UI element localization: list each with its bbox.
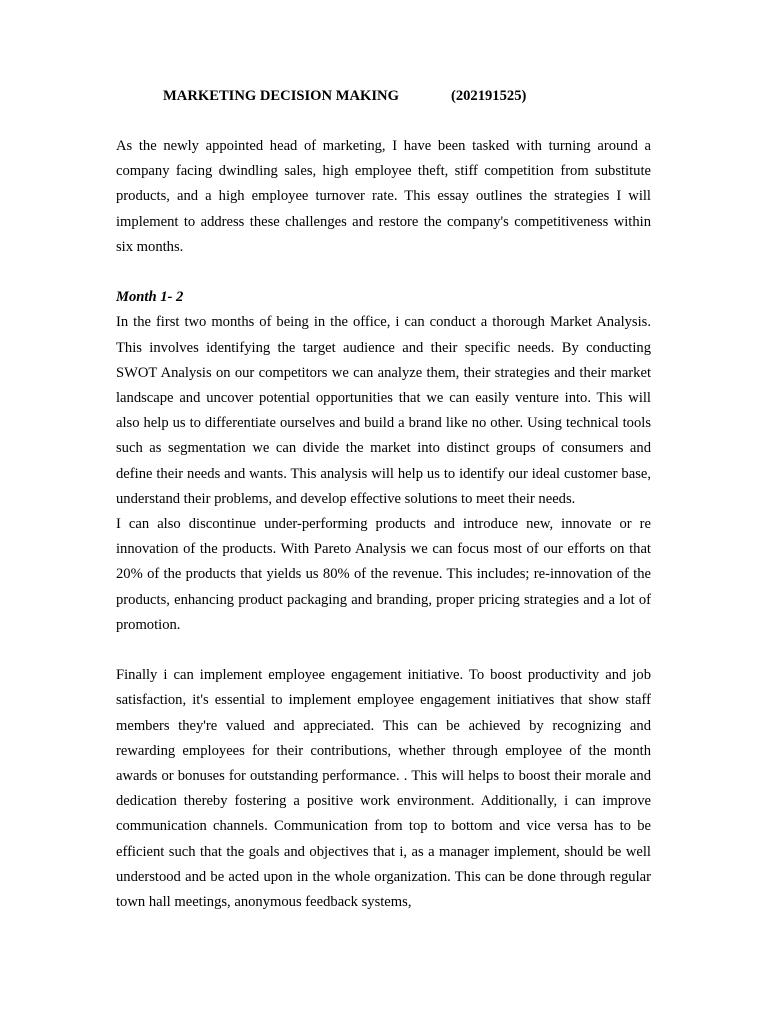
body-paragraph-2: I can also discontinue under-performing products and introduce new, innovate or re innovation of the products. With Pareto Analysis we can focus most of our efforts on that 20% of the products that yields us 80% of the revenue. This includes; re-innovation of the products, enhancing product packaging and branding, proper pricing strategies and a lot of promotion. bbox=[116, 516, 651, 633]
paragraph-gap bbox=[116, 260, 651, 285]
section-heading: Month 1- 2 bbox=[116, 289, 184, 306]
document-title: MARKETING DECISION MAKING bbox=[163, 88, 399, 104]
document-code: (202191525) bbox=[450, 88, 527, 104]
body-paragraph-1: In the first two months of being in the office, i can conduct a thorough Market Analysis. This involves identifying the target audience and their specific needs. By conducting SWOT Analysis on our competitors we can analyze them, their strategies and their market landscape and uncover potential opportunities that we can easily venture into. This will also help us to differentiate ourselves and build a brand like no other. Using technical tools such as segmentation we can divide the market into distinct groups of consumers and define their needs and wants. This analysis will help us to identify our ideal customer base, understand their problems, and develop effective solutions to meet their needs. bbox=[116, 314, 651, 507]
document-body bbox=[116, 134, 651, 915]
paragraph-gap bbox=[116, 638, 651, 663]
document-title-line bbox=[163, 88, 526, 105]
intro-paragraph: As the newly appointed head of marketing, I have been tasked with turning around a company facing dwindling sales, high employee theft, stiff competition from substitute products, and a high employee turnover rate. This essay outlines the strategies I will implement to address these challenges and restore the company's competitiveness within six months. bbox=[116, 138, 651, 255]
body-paragraph-3: Finally i can implement employee engagement initiative. To boost productivity and job satisfaction, it's essential to implement employee engagement initiatives that show staff members they're valued and appreciated. This can be achieved by recognizing and rewarding employees for their contributions, whether through employee of the month awards or bonuses for outstanding performance. . This will helps to boost their morale and dedication thereby fostering a positive work environment. Additionally, i can improve communication channels. Communication from top to bottom and vice versa has to be efficient such that the goals and objectives that i, as a manager implement, should be well understood and be acted upon in the whole organization. This can be done through regular town hall meetings, anonymous feedback systems, bbox=[116, 667, 651, 911]
